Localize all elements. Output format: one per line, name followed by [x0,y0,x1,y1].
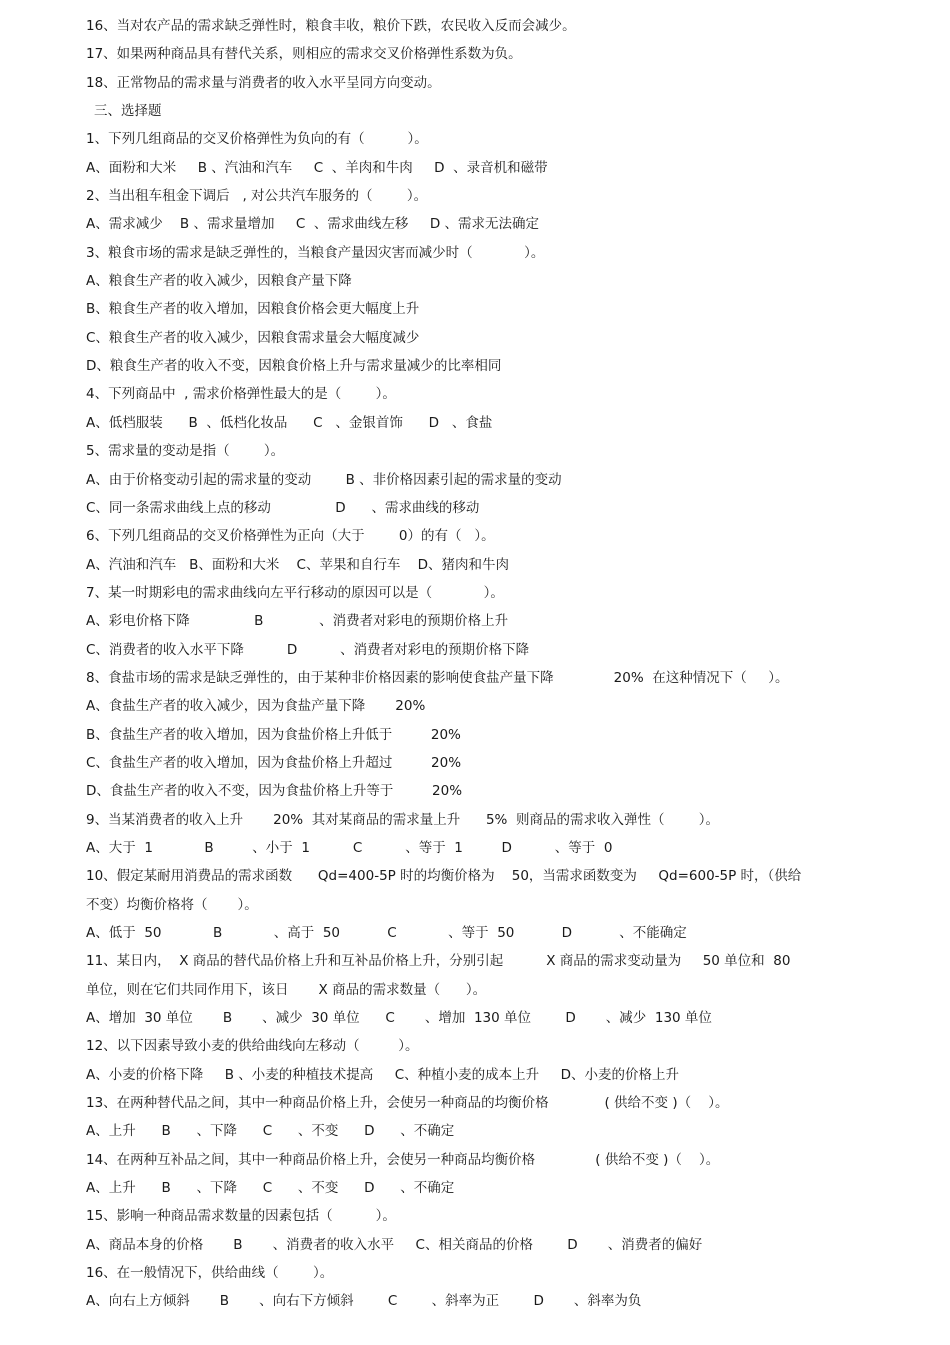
option: A、粮食生产者的收入减少，因粮食产量下降 [86,273,352,290]
question: 13、在两种替代品之间，其中一种商品价格上升，会使另一种商品的均衡价格 ( 供给不变 )（ ）。 [86,1095,729,1112]
option: B、食盐生产者的收入增加，因为食盐价格上升低于 20% [86,726,461,743]
question: 4、下列商品中 , 需求价格弹性最大的是（ ）。 [86,386,396,403]
question: 15、影响一种商品需求数量的因素包括（ ）。 [86,1208,396,1225]
question: 3、粮食市场的需求是缺乏弹性的，当粮食产量因灾害而减少时（ ）。 [86,244,545,261]
options: A、向右上方倾斜 B 、向右下方倾斜 C 、斜率为正 D 、斜率为负 [86,1293,642,1310]
question: 10、假定某耐用消费品的需求函数 Qd=400-5P 时的均衡价格为 50，当需求函数变为 Qd=600-5P 时，（供给 [86,868,802,885]
text-line: 18、正常物品的需求量与消费者的收入水平呈同方向变动。 [86,74,441,91]
document-page [86,12,866,1316]
options: A、低于 50 B 、高于 50 C 、等于 50 D 、不能确定 [86,925,687,941]
options: C、同一条需求曲线上点的移动 D 、需求曲线的移动 [86,499,480,516]
question: 5、需求量的变动是指（ ）。 [86,443,285,460]
option: B、粮食生产者的收入增加，因粮食价格会更大幅度上升 [86,301,420,318]
option: A、食盐生产者的收入减少，因为食盐产量下降 20% [86,698,426,715]
text-line: 16、当对农产品的需求缺乏弹性时，粮食丰收，粮价下跌，农民收入反而会减少。 [86,18,576,34]
section-heading: 三、选择题 [94,103,162,120]
option: D、粮食生产者的收入不变，因粮食价格上升与需求量减少的比率相同 [86,358,502,375]
option: D、食盐生产者的收入不变，因为食盐价格上升等于 20% [86,783,463,800]
options: A、小麦的价格下降 B 、小麦的种植技术提高 C、种植小麦的成本上升 D、小麦的价格上升 [86,1066,679,1083]
options: A、面粉和大米 B 、汽油和汽车 C 、羊肉和牛肉 D 、录音机和磁带 [86,159,548,176]
text-line: 17、如果两种商品具有替代关系，则相应的需求交叉价格弹性系数为负。 [86,46,522,63]
question: 12、以下因素导致小麦的供给曲线向左移动（ ）。 [86,1038,419,1055]
options: A、彩电价格下降 B 、消费者对彩电的预期价格上升 [86,613,509,630]
question: 1、下列几组商品的交叉价格弹性为负向的有（ ）。 [86,131,428,148]
options: A、汽油和汽车 B、面粉和大米 C、苹果和自行车 D、猪肉和牛肉 [86,556,510,573]
options: A、商品本身的价格 B 、消费者的收入水平 C、相关商品的价格 D 、消费者的偏好 [86,1236,703,1253]
question: 7、某一时期彩电的需求曲线向左平行移动的原因可以是（ ）。 [86,584,504,601]
question: 14、在两种互补品之间，其中一种商品价格上升，会使另一种商品均衡价格 ( 供给不变 )（ ）。 [86,1151,720,1168]
options: A、需求减少 B 、需求量增加 C 、需求曲线左移 D 、需求无法确定 [86,216,540,233]
question: 6、下列几组商品的交叉价格弹性为正向（大于 0）的有（ ）。 [86,528,495,545]
options: A、增加 30 单位 B 、减少 30 单位 C 、增加 130 单位 D 、减少 130 单位 [86,1010,712,1027]
options: A、低档服装 B 、低档化妆品 C 、金银首饰 D 、食盐 [86,414,493,431]
options: A、大于 1 B 、小于 1 C 、等于 1 D 、等于 0 [86,839,613,856]
question: 8、食盐市场的需求是缺乏弹性的，由于某种非价格因素的影响使食盐产量下降 20% 在这种情况下（ ）。 [86,669,789,686]
option: C、食盐生产者的收入增加，因为食盐价格上升超过 20% [86,754,462,771]
options: A、由于价格变动引起的需求量的变动 B 、非价格因素引起的需求量的变动 [86,471,562,488]
options: A、上升 B 、下降 C 、不变 D 、不确定 [86,1123,455,1140]
option: C、粮食生产者的收入减少，因粮食需求量会大幅度减少 [86,329,420,346]
options: A、上升 B 、下降 C 、不变 D 、不确定 [86,1180,455,1197]
question: 9、当某消费者的收入上升 20% 其对某商品的需求量上升 5% 则商品的需求收入弹性（ ）。 [86,811,720,828]
question: 11、某日内， X 商品的替代品价格上升和互补品价格上升，分别引起 X 商品的需求变动量为 50 单位和 80 [86,953,791,970]
question-continued: 不变）均衡价格将（ ）。 [86,896,258,913]
question: 16、在一般情况下，供给曲线（ ）。 [86,1265,334,1282]
question: 2、当出租车租金下调后 , 对公共汽车服务的（ ）。 [86,188,428,205]
question-continued: 单位，则在它们共同作用下，该日 X 商品的需求数量（ ）。 [86,981,487,998]
options: C、消费者的收入水平下降 D 、消费者对彩电的预期价格下降 [86,641,530,658]
